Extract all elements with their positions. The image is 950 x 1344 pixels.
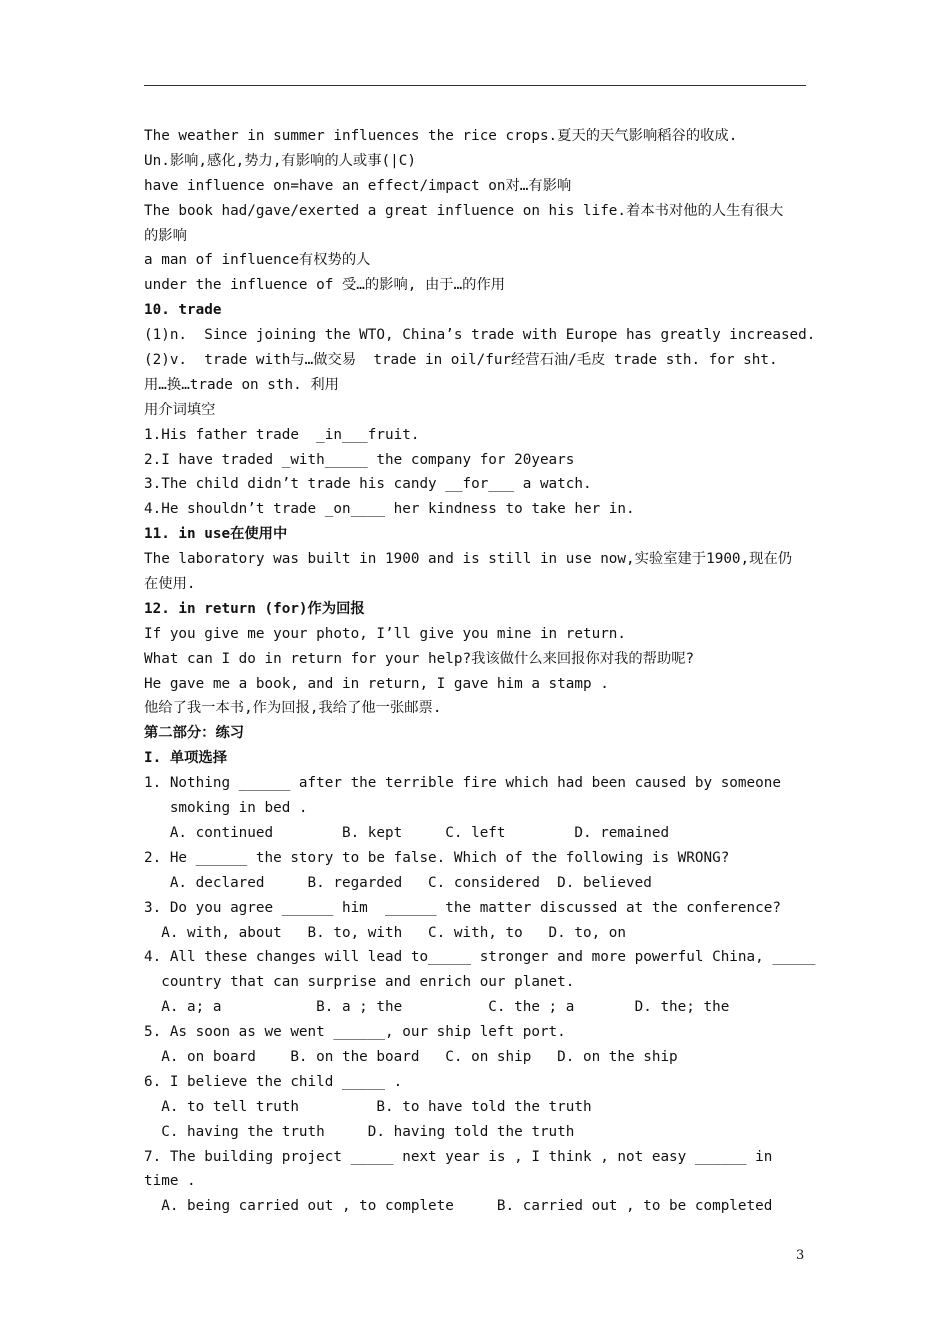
text-line: If you give me your photo, I’ll give you mine in return. (144, 625, 627, 642)
text-line: C. having the truth D. having told the truth (144, 1123, 575, 1140)
text-line: A. a; a B. a ; the C. the ; a D. the; the (144, 999, 730, 1016)
text-line: a man of influence有权势的人 (144, 252, 371, 269)
text-line: country that can surprise and enrich our planet. (144, 974, 575, 991)
text-line: time . (144, 1173, 196, 1190)
text-line: smoking in bed . (144, 800, 308, 817)
text-line: A. to tell truth B. to have told the truth (144, 1098, 592, 1115)
text-line: Un.影响,感化,势力,有影响的人或事(|C) (144, 152, 416, 169)
text-line: have influence on=have an effect/impact on对…有影响 (144, 177, 572, 194)
text-line: A. with, about B. to, with C. with, to D. to, on (144, 924, 627, 941)
text-line: 6. I believe the child _____ . (144, 1073, 403, 1090)
text-line: 1.His father trade _in___fruit. (144, 426, 420, 443)
text-line: 4.He shouldn’t trade _on____ her kindness to take her in. (144, 501, 635, 518)
text-line: The weather in summer influences the rice crops.夏天的天气影响稻谷的收成. (144, 128, 738, 144)
text-line: A. being carried out , to complete B. carried out , to be completed (144, 1198, 773, 1215)
section-heading: I. 单项选择 (144, 750, 228, 767)
section-heading: 10. trade (144, 302, 222, 319)
section-heading: 第二部分：练习 (144, 725, 245, 742)
text-line: 用…换…trade on sth. 利用 (144, 376, 339, 393)
page-number: 3 (796, 1248, 805, 1263)
text-line: 3. Do you agree ______ him ______ the matter discussed at the conference? (144, 899, 781, 916)
text-line: 用介词填空 (144, 401, 216, 418)
text-line: 在使用. (144, 576, 196, 593)
text-line: (2)v. trade with与…做交易 trade in oil/fur经营石油/毛皮 trade sth. for sht. (144, 352, 778, 369)
text-line: 的影响 (144, 227, 187, 244)
text-line: The book had/gave/exerted a great influence on his life.着本书对他的人生有很大 (144, 202, 784, 219)
text-line: A. on board B. on the board C. on ship D. on the ship (144, 1048, 678, 1065)
section-heading: 12. in return (for)作为回报 (144, 600, 365, 617)
text-line: 1. Nothing ______ after the terrible fire which had been caused by someone (144, 775, 781, 792)
document-body (144, 124, 816, 1219)
text-line: 5. As soon as we went ______, our ship left port. (144, 1024, 566, 1041)
header-rule (144, 85, 806, 86)
text-line: 他给了我一本书,作为回报,我给了他一张邮票. (144, 700, 442, 717)
text-line: The laboratory was built in 1900 and is still in use now,实验室建于1900,现在仍 (144, 551, 793, 568)
section-heading: 11. in use在使用中 (144, 526, 288, 543)
text-line: 7. The building project _____ next year is , I think , not easy ______ in (144, 1148, 773, 1165)
text-line: He gave me a book, and in return, I gave him a stamp . (144, 675, 609, 692)
text-line: A. declared B. regarded C. considered D. believed (144, 874, 652, 891)
text-line: 2. He ______ the story to be false. Which of the following is WRONG? (144, 849, 730, 866)
text-line: 4. All these changes will lead to_____ stronger and more powerful China, _____ (144, 949, 816, 966)
text-line: under the influence of 受…的影响, 由于…的作用 (144, 277, 506, 294)
text-line: 2.I have traded _with_____ the company for 20years (144, 451, 575, 468)
text-line: (1)n. Since joining the WTO, China’s trade with Europe has greatly increased. (144, 327, 816, 344)
text-line: A. continued B. kept C. left D. remained (144, 824, 670, 841)
text-line: What can I do in return for your help?我该做什么来回报你对我的帮助呢? (144, 650, 695, 667)
text-line: 3.The child didn’t trade his candy __for___ a watch. (144, 476, 592, 493)
